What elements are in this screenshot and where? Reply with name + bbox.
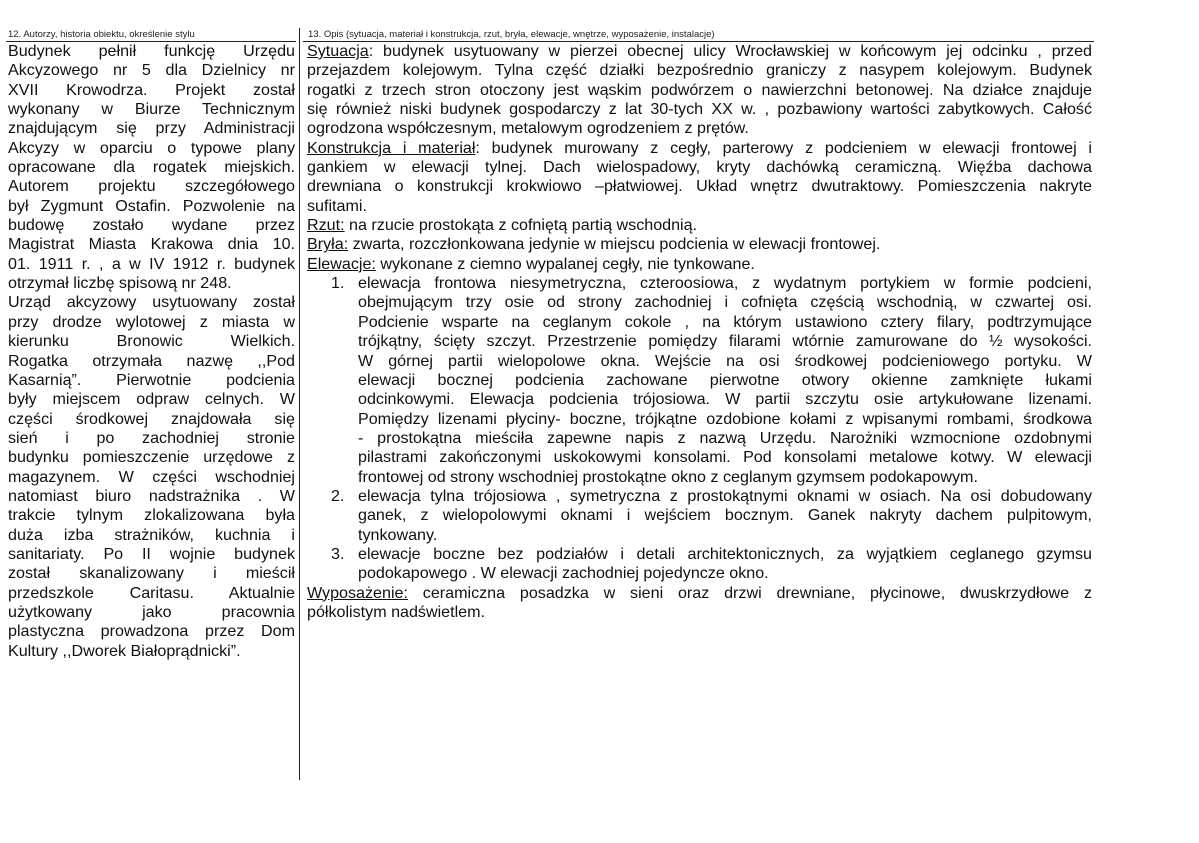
description-line: Rzut: na rzucie prostokąta z cofniętą partią wschodnią. (307, 216, 698, 235)
description-line: Elewacje: wykonane z ciemno wypalanej cegły, nie tynkowane. (307, 254, 755, 273)
list-item (307, 487, 1092, 545)
history-line: Rogatka otrzymała nazwę ,,Pod (8, 351, 295, 370)
history-line: kierunku Bronowic Wielkich. (8, 332, 295, 351)
history-line: sanitariaty. Po II wojnie budynek (8, 544, 295, 563)
history-line: Kasarnią”. Pierwotnie podcienia (8, 370, 295, 389)
description-line: drewniana o konstrukcji krokwiowo –płatwiowej. Układ wnętrz dwutraktowy. Pomieszczenia nakryte (307, 177, 1092, 196)
list-item (307, 545, 1092, 584)
history-line: były miejscem odpraw celnych. W (8, 390, 295, 409)
history-line: magazynem. W części wschodniej (8, 467, 295, 486)
description-line: półkolistym nadświetlem. (307, 602, 485, 621)
history-line: znajdującym się przy Administracji (8, 119, 295, 138)
description-line: Konstrukcja i materiał: budynek murowany z cegły, parterowy z podcieniem w elewacji frontowej i (307, 138, 1092, 157)
section-12-header: 12. Autorzy, historia obiektu, określenie stylu (8, 29, 195, 40)
description-line: Pomiędzy lizenami płyciny- boczne, trójkątne ozdobione kołami z wpisanymi rombami, środkowa (358, 409, 1092, 428)
history-line: trakcie tylnym zlokalizowana była (8, 506, 295, 525)
description-line: elewacja tylna trójosiowa , symetryczna z prostokątnymi oknami w osiach. Na osi dobudowany (358, 486, 1092, 505)
description-line: ogrodzona współczesnym, metalowym ogrodzeniem z prętów. (307, 119, 749, 138)
history-line: 01. 1911 r. , a w IV 1912 r. budynek (8, 254, 295, 273)
history-line: otrzymał liczbę spisową nr 248. (8, 274, 232, 293)
description-line: Sytuacja: budynek usytuowany w pierzei obecnej ulicy Wrocławskiej w końcowym jej odcinku , przed (307, 42, 1092, 60)
description-line: elewacji bocznej podcienia zachowane pierwotne otwory okienne zamknięte łukami (358, 370, 1092, 389)
history-line: duża izba strażników, kuchnia i (8, 525, 295, 544)
description-line: pilastrami zakończonymi uskokowymi konsolami. Pod konsolami metalowe kotwy. W elewacji (358, 448, 1092, 467)
description-text (307, 42, 1092, 622)
description-line: trójkątny, ścięty szczyt. Przestrzenie pomiędzy filarami wtórnie zamurowane do ½ wysokości. (358, 332, 1092, 351)
history-line: plastyczna prowadzona przez Dom (8, 622, 295, 641)
history-line: Autorem projektu szczegółowego (8, 177, 295, 196)
description-line: odcinkowymi. Elewacja podcienia trójosiowa. W partii szczytu osie artykułowane lizenami. (358, 390, 1092, 409)
history-line: budowę zostało wydane przez (8, 216, 295, 235)
history-line: przy drodze wylotowej z miasta w (8, 312, 295, 331)
history-line: Kultury ,,Dworek Białoprądnicki”. (8, 641, 241, 660)
description-line: ganek, z wielopolowymi oknami i wejściem bocznym. Ganek nakryty dachem pulpitowym, (358, 506, 1092, 525)
column-divider (299, 28, 300, 780)
history-line: natomiast biuro nadstrażnika . W (8, 486, 295, 505)
description-line: Bryła: zwarta, rozczłonkowana jedynie w miejscu podcienia w elewacji frontowej. (307, 235, 881, 254)
history-line: wykonany w Biurze Technicznym (8, 100, 295, 119)
history-text (8, 42, 295, 661)
history-line: Urząd akcyzowy usytuowany został (8, 293, 295, 312)
history-line: użytkowany jako pracownia (8, 602, 295, 621)
history-line: sień i po zachodniej stronie (8, 428, 295, 447)
history-line: XVII Krowodrza. Projekt został (8, 80, 295, 99)
history-line: Akcyzy w oparciu o typowe plany (8, 138, 295, 157)
description-line: tynkowany. (358, 525, 438, 544)
list-number: 3. (331, 544, 345, 563)
description-line: elewacja frontowa niesymetryczna, czteroosiowa, z wydatnym portykiem w formie podcieni, (358, 274, 1092, 293)
section-label-konstrukcja: Konstrukcja i materiał (307, 138, 476, 157)
history-line: Magistrat Miasta Krakowa dnia 10. (8, 235, 295, 254)
description-line: rogatki z trzech stron otoczony jest wąskim podwórzem o nawierzchni betonowej. Na działce znajduje (307, 80, 1092, 99)
description-line: Podcienie wsparte na ceglanym cokole , na którym ustawiono cztery filary, podtrzymujące (358, 312, 1092, 331)
list-number: 2. (331, 486, 345, 505)
history-line: był Zygmunt Ostafin. Pozwolenie na (8, 196, 295, 215)
description-line: W górnej partii wielopolowe okna. Wejście na osi środkowej podcieniowego portyku. W (358, 351, 1092, 370)
section-label-rzut: Rzut: (307, 216, 345, 235)
description-line: gankiem w elewacji tylnej. Dach wielospadowy, kryty dachówką ceramiczną. Więźba dachowa (307, 158, 1092, 177)
history-line: przedszkole Caritasu. Aktualnie (8, 583, 295, 602)
description-line: frontowej od strony wschodniej prostokątne okno z ceglanym gzymsem podokapowym. (358, 467, 978, 486)
section-label-sytuacja: Sytuacja (307, 42, 369, 60)
section-label-elewacje: Elewacje: (307, 254, 376, 273)
description-line: - prostokątna mieściła zapewne napis z nazwą Urzędu. Narożniki wzmocnione ozdobnymi (358, 428, 1092, 447)
list-number: 1. (331, 274, 345, 293)
section-13-header: 13. Opis (sytuacja, materiał i konstrukcja, rzut, bryła, elewacje, wnętrze, wyposażenie, instalacje) (308, 29, 715, 40)
description-line: elewacje boczne bez podziałów i detali architektonicznych, za wyjątkiem ceglanego gzymsu (358, 544, 1092, 563)
description-line: Wyposażenie: ceramiczna posadzka w sieni oraz drzwi drewniane, płycinowe, dwuskrzydłowe z (307, 583, 1092, 602)
description-line: obejmującym trzy osie od strony zachodniej i cofnięta częścią wschodnią, w czwartej osi. (358, 293, 1092, 312)
description-line: podokapowego . W elewacji zachodniej pojedyncze okno. (358, 564, 769, 583)
history-line: części środkowej znajdowała się (8, 409, 295, 428)
section-label-bryla: Bryła: (307, 235, 349, 254)
history-line: Budynek pełnił funkcję Urzędu (8, 42, 295, 60)
history-line: został skanalizowany i mieścił (8, 564, 295, 583)
description-line: przejazdem kolejowym. Tylna część działki bezpośrednio graniczy z nasypem kolejowym. Budynek (307, 61, 1092, 80)
list-item (307, 274, 1092, 487)
description-line: się również niski budynek gospodarczy z lat 30-tych XX w. , pozbawiony wartości zabytkowych. Całość (307, 100, 1092, 119)
history-line: budynku pomieszczenie urzędowe z (8, 448, 295, 467)
history-line: Akcyzowego nr 5 dla Dzielnicy nr (8, 61, 295, 80)
history-line: opracowane dla rogatek miejskich. (8, 158, 295, 177)
description-line: sufitami. (307, 196, 367, 215)
section-label-wyposazenie: Wyposażenie: (307, 583, 408, 602)
